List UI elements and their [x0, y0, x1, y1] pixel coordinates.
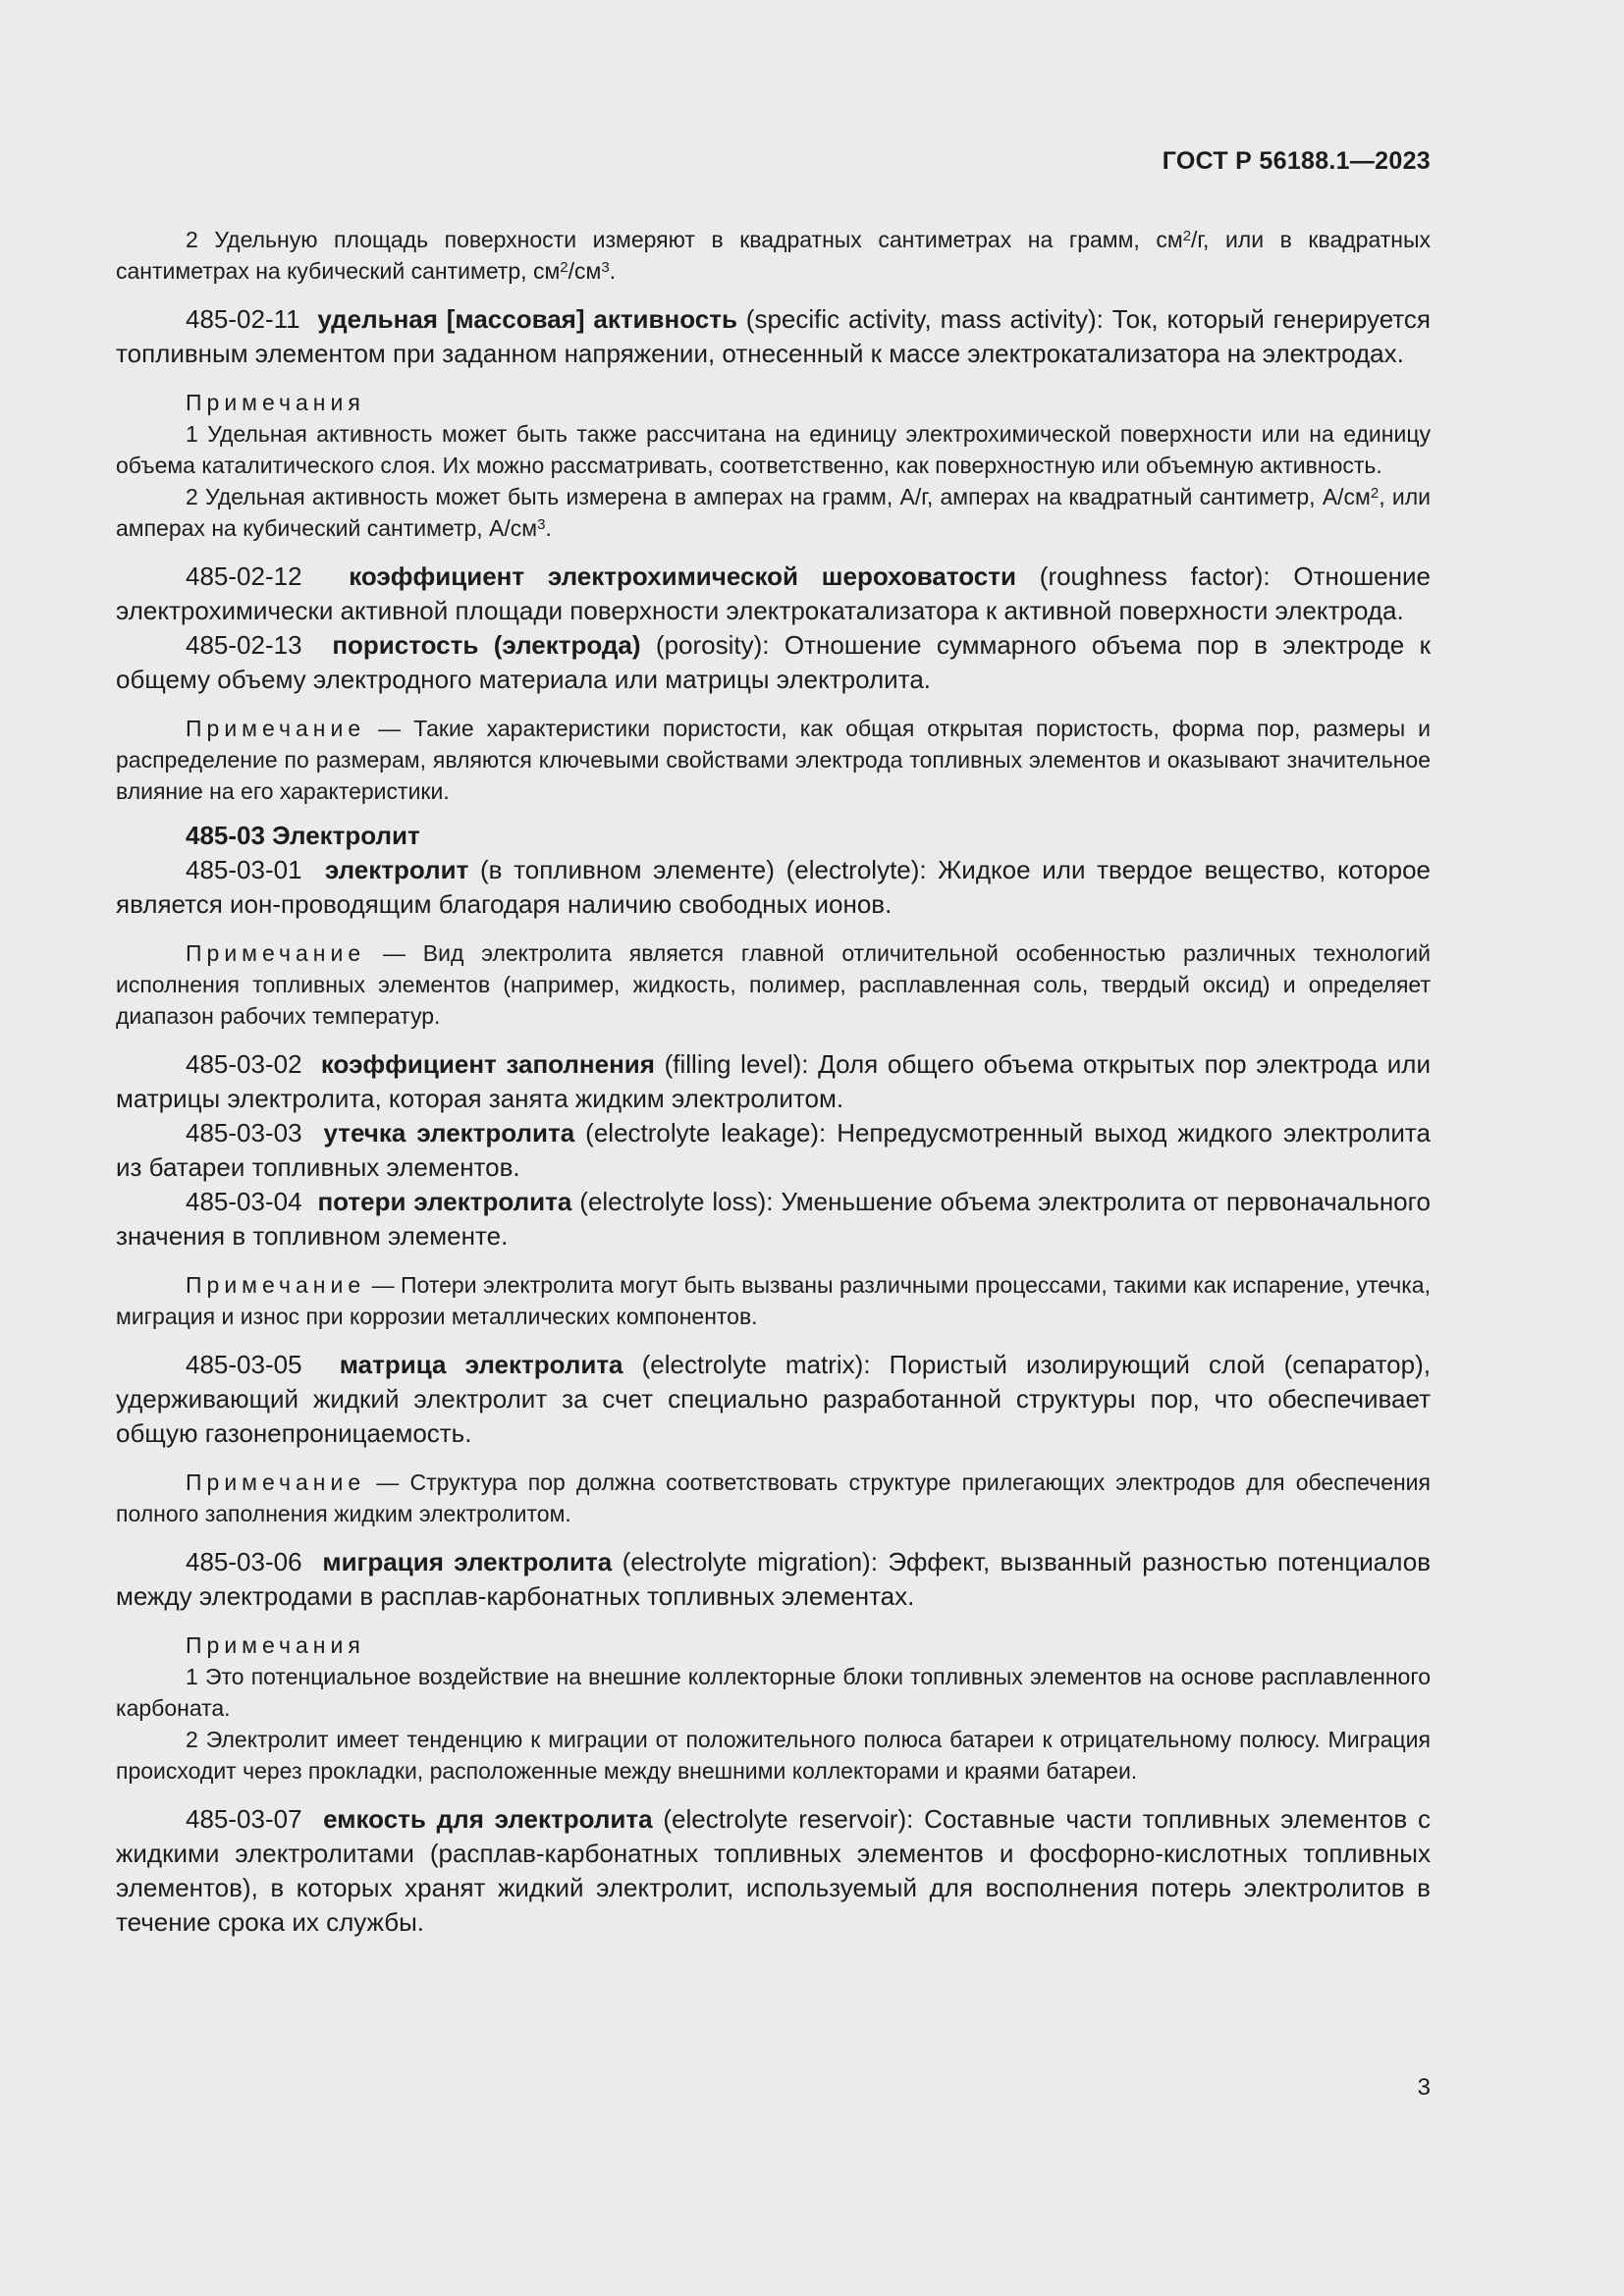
- term-number: 485-02-13: [186, 630, 302, 660]
- term-485-03-04: [116, 1185, 1431, 1254]
- term-name: пористость (электрода): [332, 630, 641, 660]
- note-specific-area-2: 2 Удельную площадь поверхности измеряют в квадратных сантиметрах на грамм, $см^2/г$, или в квадратных сантиметрах на кубический сантиметр, $см^2/см^3$.: [116, 227, 1431, 284]
- term-number: 485-03-06: [186, 1547, 302, 1576]
- note-label: Примечание: [186, 1469, 366, 1495]
- term-485-03-06: [116, 1545, 1431, 1614]
- term-name: коэффициент электрохимической шероховатости: [349, 561, 1016, 591]
- term-485-03-01: [116, 853, 1431, 922]
- note-label: Примечание: [186, 1272, 366, 1298]
- note-electrolyte-loss: Примечание — Потери электролита могут быть вызваны различными процессами, такими как испарение, утечка, миграция и износ при коррозии металлических компонентов.: [116, 1272, 1431, 1329]
- term-number: 485-03-04: [186, 1187, 302, 1216]
- note-label: Примечание: [186, 716, 366, 741]
- notes-label: Примечания: [186, 390, 365, 415]
- term-definition: (electrolyte reservoir): Составные части топливных элементов с жидкими электролитами (расплав-карбонатных топливных элементов и фосфорно-кислотных топливных элементов), в которых хранят жидкий электролит, используемый для восполнения потерь электролитов в течение срока их службы.: [116, 1804, 1431, 1937]
- notes-label: Примечания: [186, 1632, 365, 1658]
- term-number: 485-03-03: [186, 1118, 302, 1148]
- note-porosity: Примечание — Такие характеристики пористости, как общая открытая пористость, форма пор, размеры и распределение по размерам, являются ключевыми свойствами электрода топливных элементов и оказывают значительное влияние на его характеристики.: [116, 716, 1431, 804]
- term-definition: (electrolyte migration): Эффект, вызванный разностью потенциалов между электродами в расплав-карбонатных топливных элементах.: [116, 1547, 1432, 1611]
- term-definition: (specific activity, mass activity): Ток, который генерируется топливным элементом при заданном напряжении, отнесенный к массе электрокатализатора на электродах.: [116, 304, 1431, 368]
- document-body: [116, 224, 1431, 1940]
- note-electrolyte: Примечание — Вид электролита является главной отличительной особенностью различных технологий исполнения топливных элементов (например, жидкость, полимер, расплавленная соль, твердый оксид) и определяет диапазон рабочих температур.: [116, 940, 1431, 1029]
- term-485-03-02: [116, 1047, 1431, 1116]
- term-definition: (porosity): Отношение суммарного объема пор в электроде к общему объему электродного материала или матрицы электролита.: [116, 630, 1431, 694]
- term-name: матрица электролита: [339, 1350, 623, 1379]
- page-number: 3: [1417, 2074, 1431, 2101]
- term-number: 485-03-01: [186, 855, 302, 884]
- term-485-03-07: [116, 1802, 1431, 1940]
- term-definition: (filling level): Доля общего объема открытых пор электрода или матрицы электролита, которая занята жидким электролитом.: [116, 1049, 1431, 1113]
- term-definition: (в топливном элементе) (electrolyte): Жидкое или твердое вещество, которое является ион-проводящим благодаря наличию свободных ионов.: [116, 855, 1431, 919]
- term-definition: (electrolyte leakage): Непредусмотренный выход жидкого электролита из батареи топливных элементов.: [116, 1118, 1431, 1182]
- term-name: утечка электролита: [323, 1118, 575, 1148]
- note-migration-2: 2 Электролит имеет тенденцию к миграции от положительного полюса батареи к отрицательному полюсу. Миграция происходит через прокладки, расположенные между внешними коллекторами и краями батареи.: [116, 1727, 1431, 1784]
- term-485-02-13: [116, 628, 1431, 697]
- term-number: 485-03-05: [186, 1350, 302, 1379]
- section-heading-485-03: 485-03 Электролит: [186, 821, 420, 850]
- term-485-02-12: [116, 560, 1431, 628]
- term-name: потери электролита: [317, 1187, 572, 1216]
- term-number: 485-03-07: [186, 1804, 302, 1834]
- term-number: 485-02-11: [186, 304, 300, 334]
- term-485-02-11: [116, 302, 1431, 371]
- term-number: 485-02-12: [186, 561, 302, 591]
- term-485-03-05: [116, 1348, 1431, 1451]
- term-name: электролит: [324, 855, 469, 884]
- term-definition: (electrolyte matrix): Пористый изолирующий слой (сепаратор), удерживающий жидкий электролит за счет специально разработанной структуры пор, что обеспечивает общую газонепроницаемость.: [116, 1350, 1431, 1448]
- note-specific-activity-1: 1 Удельная активность может быть также рассчитана на единицу электрохимической поверхности или на единицу объема каталитического слоя. Их можно рассматривать, соответственно, как поверхностную или объемную активность.: [116, 421, 1431, 478]
- term-number: 485-03-02: [186, 1049, 302, 1079]
- term-name: емкость для электролита: [323, 1804, 653, 1834]
- term-485-03-03: [116, 1116, 1431, 1185]
- document-code: ГОСТ Р 56188.1—2023: [1162, 147, 1431, 175]
- term-name: миграция электролита: [322, 1547, 613, 1576]
- term-definition: (electrolyte loss): Уменьшение объема электролита от первоначального значения в топливном элементе.: [116, 1187, 1432, 1251]
- term-name: удельная [массовая] активность: [317, 304, 737, 334]
- note-migration-1: 1 Это потенциальное воздействие на внешние коллекторные блоки топливных элементов на основе расплавленного карбоната.: [116, 1664, 1431, 1721]
- note-electrolyte-matrix: Примечание — Структура пор должна соответствовать структуре прилегающих электродов для обеспечения полного заполнения жидким электролитом.: [116, 1469, 1431, 1526]
- note-specific-activity-2: 2 Удельная активность может быть измерена в амперах на грамм, А/г, амперах на квадратный сантиметр, $А/см^2$, или амперах на кубический сантиметр, $А/см^3$.: [116, 484, 1431, 541]
- note-label: Примечание: [186, 940, 366, 966]
- term-name: коэффициент заполнения: [320, 1049, 655, 1079]
- term-definition: (roughness factor): Отношение электрохимически активной площади поверхности электрокатализатора к активной поверхности электрода.: [116, 561, 1432, 625]
